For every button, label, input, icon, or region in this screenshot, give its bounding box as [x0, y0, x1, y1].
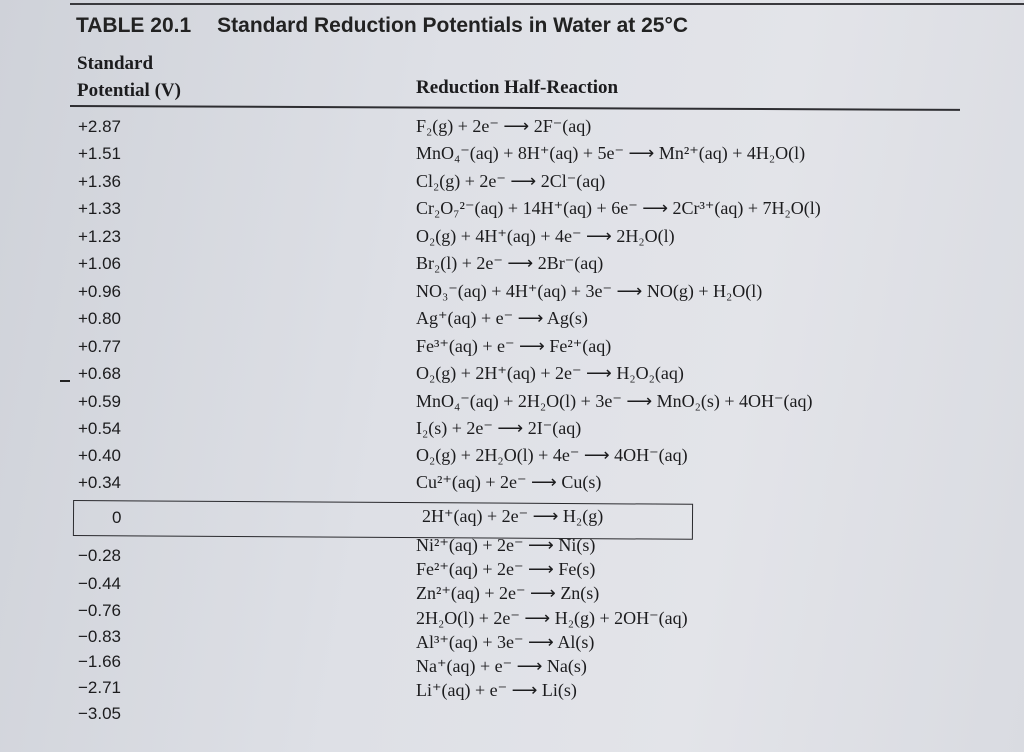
half-reaction: Al³⁺(aq) + 3e⁻ ⟶ Al(s) — [416, 632, 595, 652]
potential-value: −2.71 — [78, 678, 122, 697]
half-reaction: Cl₂(g) + 2e⁻ ⟶ 2Cl⁻(aq) — [416, 171, 606, 191]
potential-value: −0.44 — [78, 574, 122, 593]
reaction-column-header: Reduction Half-Reaction — [416, 77, 619, 98]
potential-value: +0.77 — [78, 337, 122, 356]
top-rule — [70, 3, 1024, 5]
potential-value: +1.23 — [78, 227, 122, 246]
potential-value: −0.28 — [78, 546, 122, 565]
table-number: TABLE 20.1 — [76, 14, 192, 37]
potential-value: +1.06 — [78, 254, 122, 273]
half-reaction: MnO₄⁻(aq) + 8H⁺(aq) + 5e⁻ ⟶ Mn²⁺(aq) + 4H₂O(l) — [416, 143, 806, 163]
potential-value: −0.76 — [78, 601, 122, 620]
half-reaction: Cr₂O₇²⁻(aq) + 14H⁺(aq) + 6e⁻ ⟶ 2Cr³⁺(aq) + 7H₂O(l) — [416, 198, 821, 218]
half-reaction: Zn²⁺(aq) + 2e⁻ ⟶ Zn(s) — [416, 583, 600, 603]
half-reaction: Br₂(l) + 2e⁻ ⟶ 2Br⁻(aq) — [416, 253, 604, 273]
half-reaction: NO₃⁻(aq) + 4H⁺(aq) + 3e⁻ ⟶ NO(g) + H₂O(l) — [416, 281, 763, 301]
potential-value: +0.59 — [78, 392, 122, 411]
potential-value: +1.33 — [78, 199, 122, 218]
half-reaction: O₂(g) + 4H⁺(aq) + 4e⁻ ⟶ 2H₂O(l) — [416, 226, 675, 246]
half-reaction: 2H₂O(l) + 2e⁻ ⟶ H₂(g) + 2OH⁻(aq) — [416, 608, 688, 628]
potential-value: +0.80 — [78, 309, 122, 328]
table-title — [76, 14, 688, 38]
reference-potential: 0 — [112, 508, 122, 527]
potential-value: −0.83 — [78, 627, 122, 646]
half-reaction: I₂(s) + 2e⁻ ⟶ 2I⁻(aq) — [416, 418, 582, 438]
half-reaction: O₂(g) + 2H⁺(aq) + 2e⁻ ⟶ H₂O₂(aq) — [416, 363, 684, 383]
half-reaction: O₂(g) + 2H₂O(l) + 4e⁻ ⟶ 4OH⁻(aq) — [416, 445, 688, 465]
potential-value: +1.51 — [78, 144, 122, 163]
table-title-text: Standard Reduction Potentials in Water at 25°C — [217, 14, 689, 37]
half-reaction: Fe²⁺(aq) + 2e⁻ ⟶ Fe(s) — [416, 559, 596, 579]
potential-value: +2.87 — [78, 117, 122, 136]
potential-value: −3.05 — [78, 704, 122, 723]
reference-half-reaction: 2H⁺(aq) + 2e⁻ ⟶ H₂(g) — [422, 506, 604, 526]
potential-column-header — [77, 50, 181, 104]
potential-header-line-2: Potential (V) — [77, 80, 181, 101]
potential-value: +0.40 — [78, 446, 122, 465]
potential-value: +0.54 — [78, 419, 122, 438]
potential-value: +1.36 — [78, 172, 122, 191]
potential-header-line-1: Standard — [77, 53, 154, 74]
half-reaction: MnO₄⁻(aq) + 2H₂O(l) + 3e⁻ ⟶ MnO₂(s) + 4OH⁻(aq) — [416, 391, 813, 411]
half-reaction: Ni²⁺(aq) + 2e⁻ ⟶ Ni(s) — [416, 535, 596, 555]
half-reaction: Cu²⁺(aq) + 2e⁻ ⟶ Cu(s) — [416, 472, 602, 492]
potential-value: +0.96 — [78, 282, 122, 301]
half-reaction: Na⁺(aq) + e⁻ ⟶ Na(s) — [416, 656, 587, 676]
half-reaction: F₂(g) + 2e⁻ ⟶ 2F⁻(aq) — [416, 116, 592, 136]
potential-value: −1.66 — [78, 652, 122, 671]
half-reaction: Fe³⁺(aq) + e⁻ ⟶ Fe²⁺(aq) — [416, 336, 612, 356]
half-reaction: Li⁺(aq) + e⁻ ⟶ Li(s) — [416, 680, 577, 700]
pencil-mark — [60, 380, 70, 382]
potential-value: +0.68 — [78, 364, 122, 383]
header-rule — [70, 105, 960, 111]
potential-value: +0.34 — [78, 473, 122, 492]
half-reaction: Ag⁺(aq) + e⁻ ⟶ Ag(s) — [416, 308, 588, 328]
